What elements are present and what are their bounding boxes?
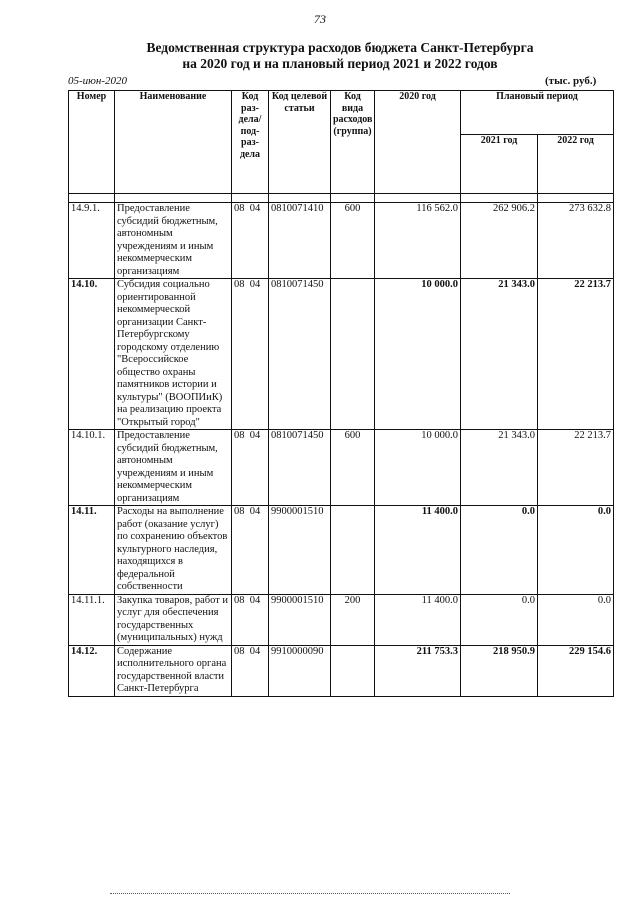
cell-amount-2022: 22 213.7: [538, 430, 614, 506]
budget-table: [68, 90, 614, 697]
header-2022: 2022 год: [538, 134, 614, 193]
cell-section-code: 08 04: [232, 645, 269, 696]
header-target-code: Код целевой статьи: [269, 91, 331, 194]
cell-number: 14.9.1.: [69, 203, 115, 279]
cell-amount-2021: 0.0: [461, 594, 538, 645]
header-spacer-row: [69, 194, 614, 203]
title-line-2: на 2020 год и на плановый период 2021 и 2022 годов: [182, 56, 498, 71]
table-header: [69, 91, 614, 203]
cell-amount-2022: 0.0: [538, 506, 614, 595]
cell-amount-2020: 116 562.0: [375, 203, 461, 279]
units-label: (тыс. руб.): [545, 75, 597, 87]
cell-expense-type: 600: [331, 203, 375, 279]
header-section-code: Код раз- дела/ под- раз- дела: [232, 91, 269, 194]
cell-target-code: 0810071450: [269, 430, 331, 506]
cell-expense-type: [331, 645, 375, 696]
cell-expense-type: 600: [331, 430, 375, 506]
page-number: 73: [314, 12, 326, 26]
table-row: [69, 203, 614, 279]
cell-amount-2022: 0.0: [538, 594, 614, 645]
table-row: [69, 430, 614, 506]
table-row: [69, 645, 614, 696]
cell-section-code: 08 04: [232, 203, 269, 279]
cell-name: Расходы на выполнение работ (оказание услуг) по сохранению объектов культурного наследия, находящихся в федеральной собственности: [115, 506, 232, 595]
table-row: [69, 279, 614, 430]
cell-amount-2020: 11 400.0: [375, 506, 461, 595]
header-number: Номер: [69, 91, 115, 194]
document-date: 05-июн-2020: [68, 75, 128, 87]
cell-name: Закупка товаров, работ и услуг для обеспечения государственных (муниципальных) нужд: [115, 594, 232, 645]
header-expense-type: Код вида расходов (группа): [331, 91, 375, 194]
cell-amount-2020: 11 400.0: [375, 594, 461, 645]
cell-section-code: 08 04: [232, 430, 269, 506]
cell-amount-2021: 21 343.0: [461, 279, 538, 430]
header-plan-period: Плановый период: [461, 91, 614, 135]
cell-name: Содержание исполнительного органа государственной власти Санкт-Петербурга: [115, 645, 232, 696]
cell-amount-2021: 0.0: [461, 506, 538, 595]
cell-number: 14.12.: [69, 645, 115, 696]
cell-number: 14.11.: [69, 506, 115, 595]
header-2020: 2020 год: [375, 91, 461, 194]
cell-section-code: 08 04: [232, 506, 269, 595]
header-2021: 2021 год: [461, 134, 538, 193]
cell-target-code: 0810071410: [269, 203, 331, 279]
cell-amount-2022: 22 213.7: [538, 279, 614, 430]
cell-target-code: 9900001510: [269, 594, 331, 645]
cell-amount-2020: 10 000.0: [375, 430, 461, 506]
cell-amount-2020: 10 000.0: [375, 279, 461, 430]
cell-number: 14.10.1.: [69, 430, 115, 506]
table-row: [69, 506, 614, 595]
document-title: [120, 40, 560, 72]
cell-name: Предоставление субсидий бюджетным, автономным учреждениям и иным некоммерческим организациям: [115, 203, 232, 279]
footer-scan-artifact: [110, 893, 510, 898]
cell-section-code: 08 04: [232, 279, 269, 430]
table-body: [69, 203, 614, 697]
cell-number: 14.11.1.: [69, 594, 115, 645]
cell-expense-type: 200: [331, 594, 375, 645]
cell-target-code: 0810071450: [269, 279, 331, 430]
cell-name: Предоставление субсидий бюджетным, автономным учреждениям и иным некоммерческим организациям: [115, 430, 232, 506]
cell-target-code: 9910000090: [269, 645, 331, 696]
header-name: Наименование: [115, 91, 232, 194]
cell-section-code: 08 04: [232, 594, 269, 645]
cell-amount-2022: 229 154.6: [538, 645, 614, 696]
cell-amount-2020: 211 753.3: [375, 645, 461, 696]
table-row: [69, 594, 614, 645]
cell-amount-2022: 273 632.8: [538, 203, 614, 279]
cell-expense-type: [331, 506, 375, 595]
cell-name: Субсидия социально ориентированной некоммерческой организации Санкт-Петербургскому городскому отделению "Всероссийское общество охраны памятников истории и культуры" (ВООПИиК) на реализацию проекта "Открытый город": [115, 279, 232, 430]
cell-amount-2021: 218 950.9: [461, 645, 538, 696]
cell-amount-2021: 262 906.2: [461, 203, 538, 279]
cell-amount-2021: 21 343.0: [461, 430, 538, 506]
cell-number: 14.10.: [69, 279, 115, 430]
cell-expense-type: [331, 279, 375, 430]
cell-target-code: 9900001510: [269, 506, 331, 595]
title-line-1: Ведомственная структура расходов бюджета Санкт-Петербурга: [146, 40, 534, 55]
